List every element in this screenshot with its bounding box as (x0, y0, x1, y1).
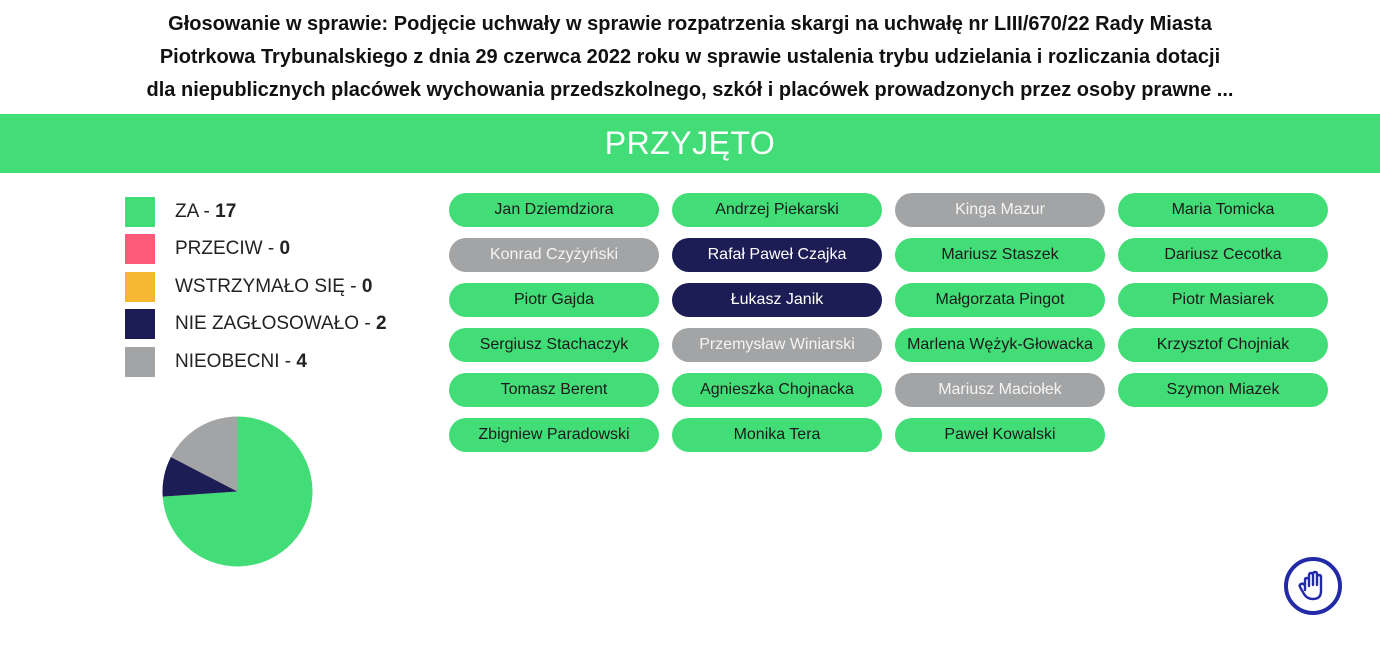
councillor-vote-pill: Małgorzata Pingot (895, 283, 1105, 317)
vote-title-line: dla niepublicznych placówek wychowania przedszkolnego, szkół i placówek prowadzonych przez osoby prawne ... (146, 79, 1234, 101)
legend-text (175, 313, 387, 335)
councillor-vote-pill: Kinga Mazur (895, 193, 1105, 227)
councillor-vote-pill: Mariusz Staszek (895, 238, 1105, 272)
vote-pie-chart (160, 414, 315, 569)
councillor-vote-pill: Szymon Miazek (1118, 373, 1328, 407)
councillor-vote-pill: Piotr Masiarek (1118, 283, 1328, 317)
legend-item (125, 306, 387, 344)
councillor-vote-pill: Paweł Kowalski (895, 418, 1105, 452)
councillor-vote-pill: Dariusz Cecotka (1118, 238, 1328, 272)
legend-count: 0 (361, 275, 373, 297)
councillor-vote-pill: Piotr Gajda (449, 283, 659, 317)
legend-label: NIEOBECNI (175, 350, 280, 372)
legend-label: NIE ZAGŁOSOWAŁO (175, 313, 360, 335)
legend-item (125, 193, 387, 231)
legend-separator: - (344, 275, 362, 297)
councillor-vote-pill: Monika Tera (672, 418, 882, 452)
legend-count: 0 (279, 238, 291, 260)
councillor-vote-pill: Maria Tomicka (1118, 193, 1328, 227)
legend-swatch (125, 309, 155, 339)
councillor-vote-pill: Agnieszka Chojnacka (672, 373, 882, 407)
legend-separator: - (359, 313, 376, 335)
councillor-vote-pill: Marlena Wężyk-Głowacka (895, 328, 1105, 362)
vote-title (0, 8, 1380, 107)
vote-title-line: Piotrkowa Trybunalskiego z dnia 29 czerwca 2022 roku w sprawie ustalenia trybu udzielania i rozliczania dotacji (159, 46, 1221, 68)
legend-swatch (125, 197, 155, 227)
legend-text (175, 201, 236, 223)
legend-text (175, 276, 372, 298)
legend-count: 2 (375, 313, 387, 335)
councillor-vote-pill: Krzysztof Chojniak (1118, 328, 1328, 362)
councillor-vote-pill: Tomasz Berent (449, 373, 659, 407)
legend-item (125, 268, 387, 306)
legend-item (125, 343, 387, 381)
councillor-vote-pill: Przemysław Winiarski (672, 328, 882, 362)
legend-item (125, 231, 387, 269)
legend-text (175, 238, 290, 260)
councillor-vote-pill: Konrad Czyżyński (449, 238, 659, 272)
councillor-vote-grid (449, 193, 1328, 452)
legend-separator: - (279, 350, 297, 372)
legend-label: PRZECIW (175, 238, 263, 260)
legend-separator: - (198, 200, 216, 222)
vote-title-line: Głosowanie w sprawie: Podjęcie uchwały w sprawie rozpatrzenia skargi na uchwałę nr LIII/670/22 Rady Miasta (168, 13, 1212, 35)
councillor-vote-pill: Zbigniew Paradowski (449, 418, 659, 452)
legend-label: ZA (175, 200, 199, 222)
result-banner (0, 114, 1380, 173)
vote-legend (125, 193, 387, 381)
councillor-vote-pill: Jan Dziemdziora (449, 193, 659, 227)
legend-swatch (125, 234, 155, 264)
legend-separator: - (262, 238, 280, 260)
legend-swatch (125, 347, 155, 377)
legend-text (175, 351, 307, 373)
councillor-vote-pill: Andrzej Piekarski (672, 193, 882, 227)
councillor-vote-pill: Sergiusz Stachaczyk (449, 328, 659, 362)
legend-count: 4 (296, 350, 307, 372)
legend-label: WSTRZYMAŁO SIĘ (175, 275, 345, 297)
councillor-vote-pill: Rafał Paweł Czajka (672, 238, 882, 272)
legend-count: 17 (215, 200, 237, 222)
raise-hand-button[interactable] (1284, 557, 1342, 615)
councillor-vote-pill: Mariusz Maciołek (895, 373, 1105, 407)
result-label: PRZYJĘTO (604, 125, 776, 161)
councillor-vote-pill: Łukasz Janik (672, 283, 882, 317)
legend-swatch (125, 272, 155, 302)
raise-hand-icon (1295, 568, 1331, 604)
